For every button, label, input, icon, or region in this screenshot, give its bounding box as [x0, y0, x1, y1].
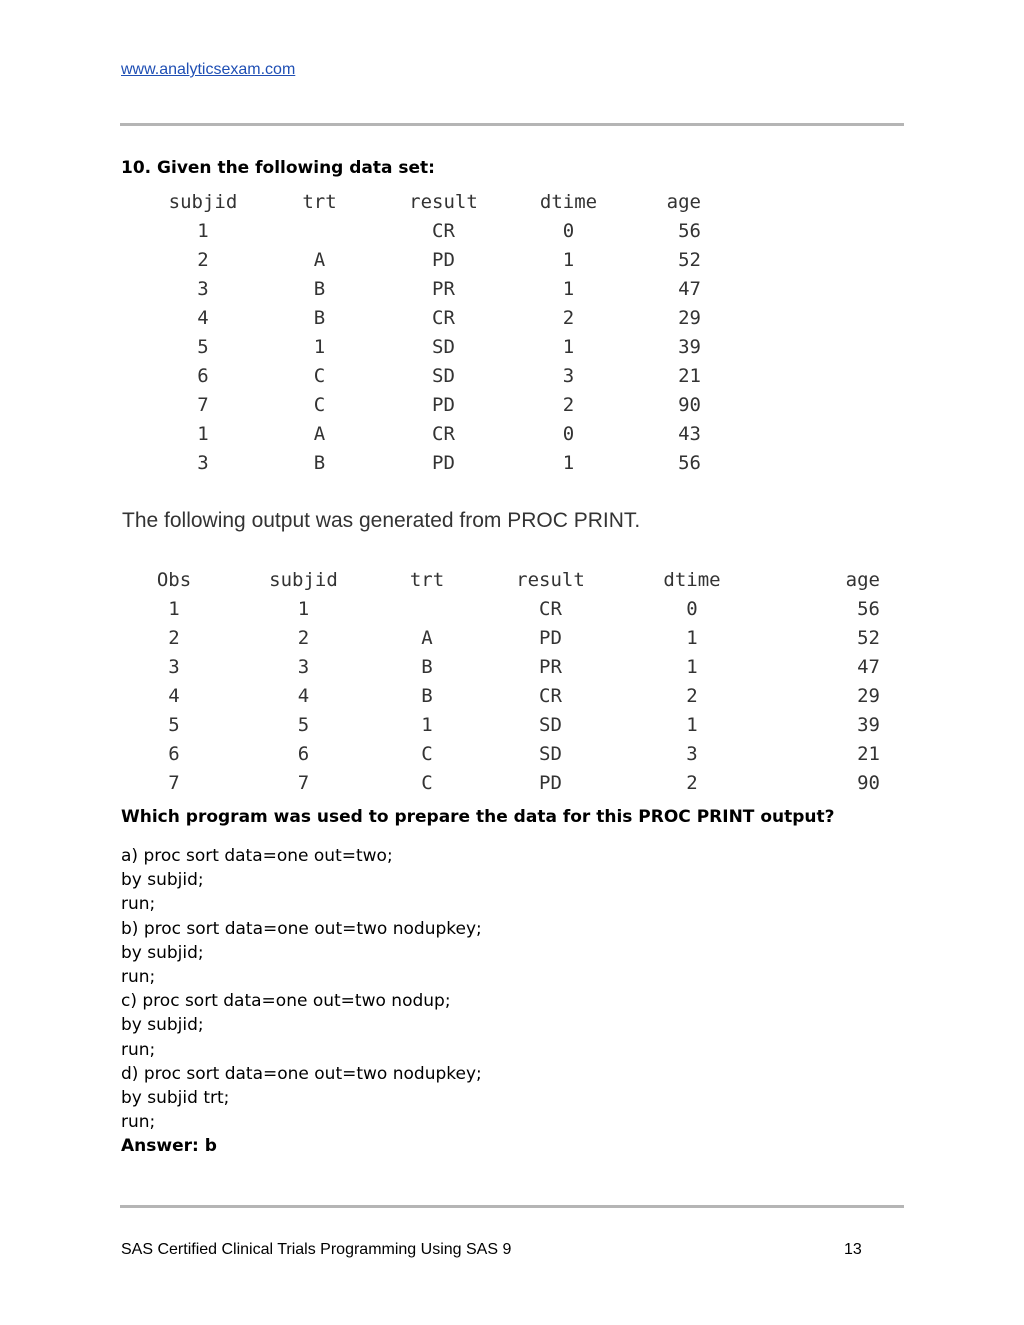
table-cell: 2	[686, 772, 698, 794]
table-row	[148, 653, 880, 682]
dataset-table	[148, 188, 701, 478]
table-cell: SD	[539, 743, 562, 765]
table-cell: 39	[857, 714, 880, 736]
table-row	[148, 420, 701, 449]
table-cell: 47	[857, 656, 880, 678]
table-cell: 1	[297, 598, 310, 620]
table-cell: 2	[297, 627, 310, 649]
column-header: Obs	[156, 569, 192, 591]
option-line: by subjid;	[121, 942, 204, 963]
table-cell: 6	[297, 743, 310, 765]
header-url-link[interactable]: www.analyticsexam.com	[121, 61, 296, 78]
table-cell: 1	[686, 627, 698, 649]
output-table-body	[148, 566, 880, 798]
proc-print-output-table	[148, 566, 880, 798]
table-cell: 2	[562, 394, 575, 416]
table-cell: B	[313, 278, 326, 300]
table-cell: B	[421, 685, 433, 707]
answer-options	[121, 844, 482, 1159]
table-cell: 3	[168, 656, 180, 678]
table-cell: PR	[539, 656, 562, 678]
table-cell: 1	[168, 598, 180, 620]
table-cell: CR	[432, 423, 455, 445]
table-cell: A	[421, 627, 433, 649]
table-cell: A	[313, 249, 326, 271]
table-cell: 52	[678, 249, 701, 271]
table-cell: 3	[197, 452, 209, 474]
table-cell: 29	[678, 307, 701, 329]
table-cell: 90	[678, 394, 701, 416]
table-cell: SD	[432, 365, 455, 387]
footer-title: SAS Certified Clinical Trials Programming Using SAS 9	[121, 1241, 512, 1258]
table-cell: CR	[539, 598, 562, 620]
option-line: c) proc sort data=one out=two nodup;	[121, 991, 451, 1012]
table-cell: 3	[197, 278, 209, 300]
question-prompt: Which program was used to prepare the data for this PROC PRINT output?	[121, 807, 835, 827]
output-header-row	[148, 566, 880, 595]
table-cell: C	[421, 743, 433, 765]
header-divider	[120, 123, 904, 126]
table-cell: 6	[197, 365, 209, 387]
table-cell: B	[421, 656, 433, 678]
option-line: by subjid;	[121, 870, 204, 891]
table-cell: 2	[197, 249, 209, 271]
table-cell: 2	[168, 627, 180, 649]
table-cell: PR	[432, 278, 455, 300]
table-cell	[407, 595, 447, 624]
table-cell: 1	[197, 423, 209, 445]
column-header: result	[409, 191, 478, 213]
table-cell: SD	[539, 714, 562, 736]
table-row	[148, 769, 880, 798]
table-cell: 0	[562, 220, 575, 242]
table-cell: 2	[562, 307, 575, 329]
table-cell: 1	[562, 249, 575, 271]
table-cell: C	[313, 365, 326, 387]
table-cell: 56	[678, 220, 701, 242]
table-cell: 1	[562, 452, 575, 474]
table-cell: 7	[168, 772, 180, 794]
table-cell: 3	[686, 743, 698, 765]
column-header: trt	[409, 569, 445, 591]
table-cell: CR	[432, 220, 455, 242]
column-header: age	[845, 569, 880, 591]
column-header: subjid	[269, 569, 338, 591]
table-row	[148, 333, 701, 362]
column-header: trt	[302, 191, 337, 213]
option-line: b) proc sort data=one out=two nodupkey;	[121, 918, 482, 939]
answer-label: Answer: b	[121, 1136, 217, 1157]
table-cell: 3	[297, 656, 310, 678]
table-cell: 1	[686, 714, 698, 736]
table-cell: 29	[857, 685, 880, 707]
table-row	[148, 362, 701, 391]
table-row	[148, 449, 701, 478]
column-header: result	[516, 569, 585, 591]
option-line: run;	[121, 967, 156, 988]
option-line: a) proc sort data=one out=two;	[121, 846, 393, 866]
table-cell: B	[313, 307, 326, 329]
dataset-header-row	[148, 188, 701, 217]
table-cell: 4	[197, 307, 209, 329]
table-cell: 0	[562, 423, 575, 445]
option-line: by subjid trt;	[121, 1088, 230, 1109]
table-row	[148, 740, 880, 769]
option-line: run;	[121, 1112, 156, 1133]
table-row	[148, 595, 880, 624]
table-row	[148, 391, 701, 420]
question-title: 10. Given the following data set:	[121, 158, 435, 178]
footer-divider	[120, 1205, 904, 1208]
table-row	[148, 624, 880, 653]
table-cell: 52	[857, 627, 880, 649]
table-cell: 4	[297, 685, 310, 707]
column-header: dtime	[663, 569, 721, 591]
table-cell: 56	[678, 452, 701, 474]
table-cell: 5	[168, 714, 180, 736]
table-row	[148, 275, 701, 304]
table-cell: 1	[686, 656, 698, 678]
table-cell: 2	[686, 685, 698, 707]
column-header: age	[666, 191, 701, 213]
option-line: run;	[121, 1039, 156, 1060]
table-cell: 39	[678, 336, 701, 358]
table-cell: 43	[678, 423, 701, 445]
table-cell: 0	[686, 598, 698, 620]
table-cell: 56	[857, 598, 880, 620]
table-cell: PD	[432, 452, 455, 474]
column-header: dtime	[539, 191, 598, 213]
table-row	[148, 682, 880, 711]
table-cell: 1	[197, 220, 209, 242]
table-cell: 7	[297, 772, 310, 794]
table-cell: 1	[421, 714, 433, 736]
table-cell: 1	[562, 278, 575, 300]
table-cell: CR	[539, 685, 562, 707]
table-cell: PD	[432, 249, 455, 271]
proc-print-caption: The following output was generated from PROC PRINT.	[122, 509, 641, 532]
table-cell: 1	[313, 336, 326, 358]
option-line: run;	[121, 894, 156, 915]
table-cell: A	[313, 423, 326, 445]
option-line: d) proc sort data=one out=two nodupkey;	[121, 1063, 482, 1084]
table-cell: 6	[168, 743, 180, 765]
table-cell: 90	[857, 772, 880, 794]
option-line: by subjid;	[121, 1015, 204, 1036]
table-cell: C	[421, 772, 433, 794]
table-cell: SD	[432, 336, 455, 358]
table-cell: PD	[539, 772, 562, 794]
page-number: 13	[844, 1241, 862, 1258]
table-cell	[258, 217, 381, 246]
table-cell: 5	[197, 336, 209, 358]
table-cell: 7	[197, 394, 209, 416]
table-cell: 1	[562, 336, 575, 358]
table-cell: PD	[539, 627, 562, 649]
table-cell: 5	[297, 714, 310, 736]
table-cell: C	[313, 394, 326, 416]
table-cell: CR	[432, 307, 455, 329]
table-cell: 21	[678, 365, 701, 387]
table-cell: B	[313, 452, 326, 474]
table-row	[148, 217, 701, 246]
table-row	[148, 304, 701, 333]
table-cell: PD	[432, 394, 455, 416]
table-cell: 3	[562, 365, 575, 387]
table-cell: 4	[168, 685, 180, 707]
table-row	[148, 711, 880, 740]
table-row	[148, 246, 701, 275]
column-header: subjid	[168, 191, 238, 213]
table-cell: 21	[857, 743, 880, 765]
table-cell: 47	[678, 278, 701, 300]
dataset-table-body	[148, 188, 701, 478]
